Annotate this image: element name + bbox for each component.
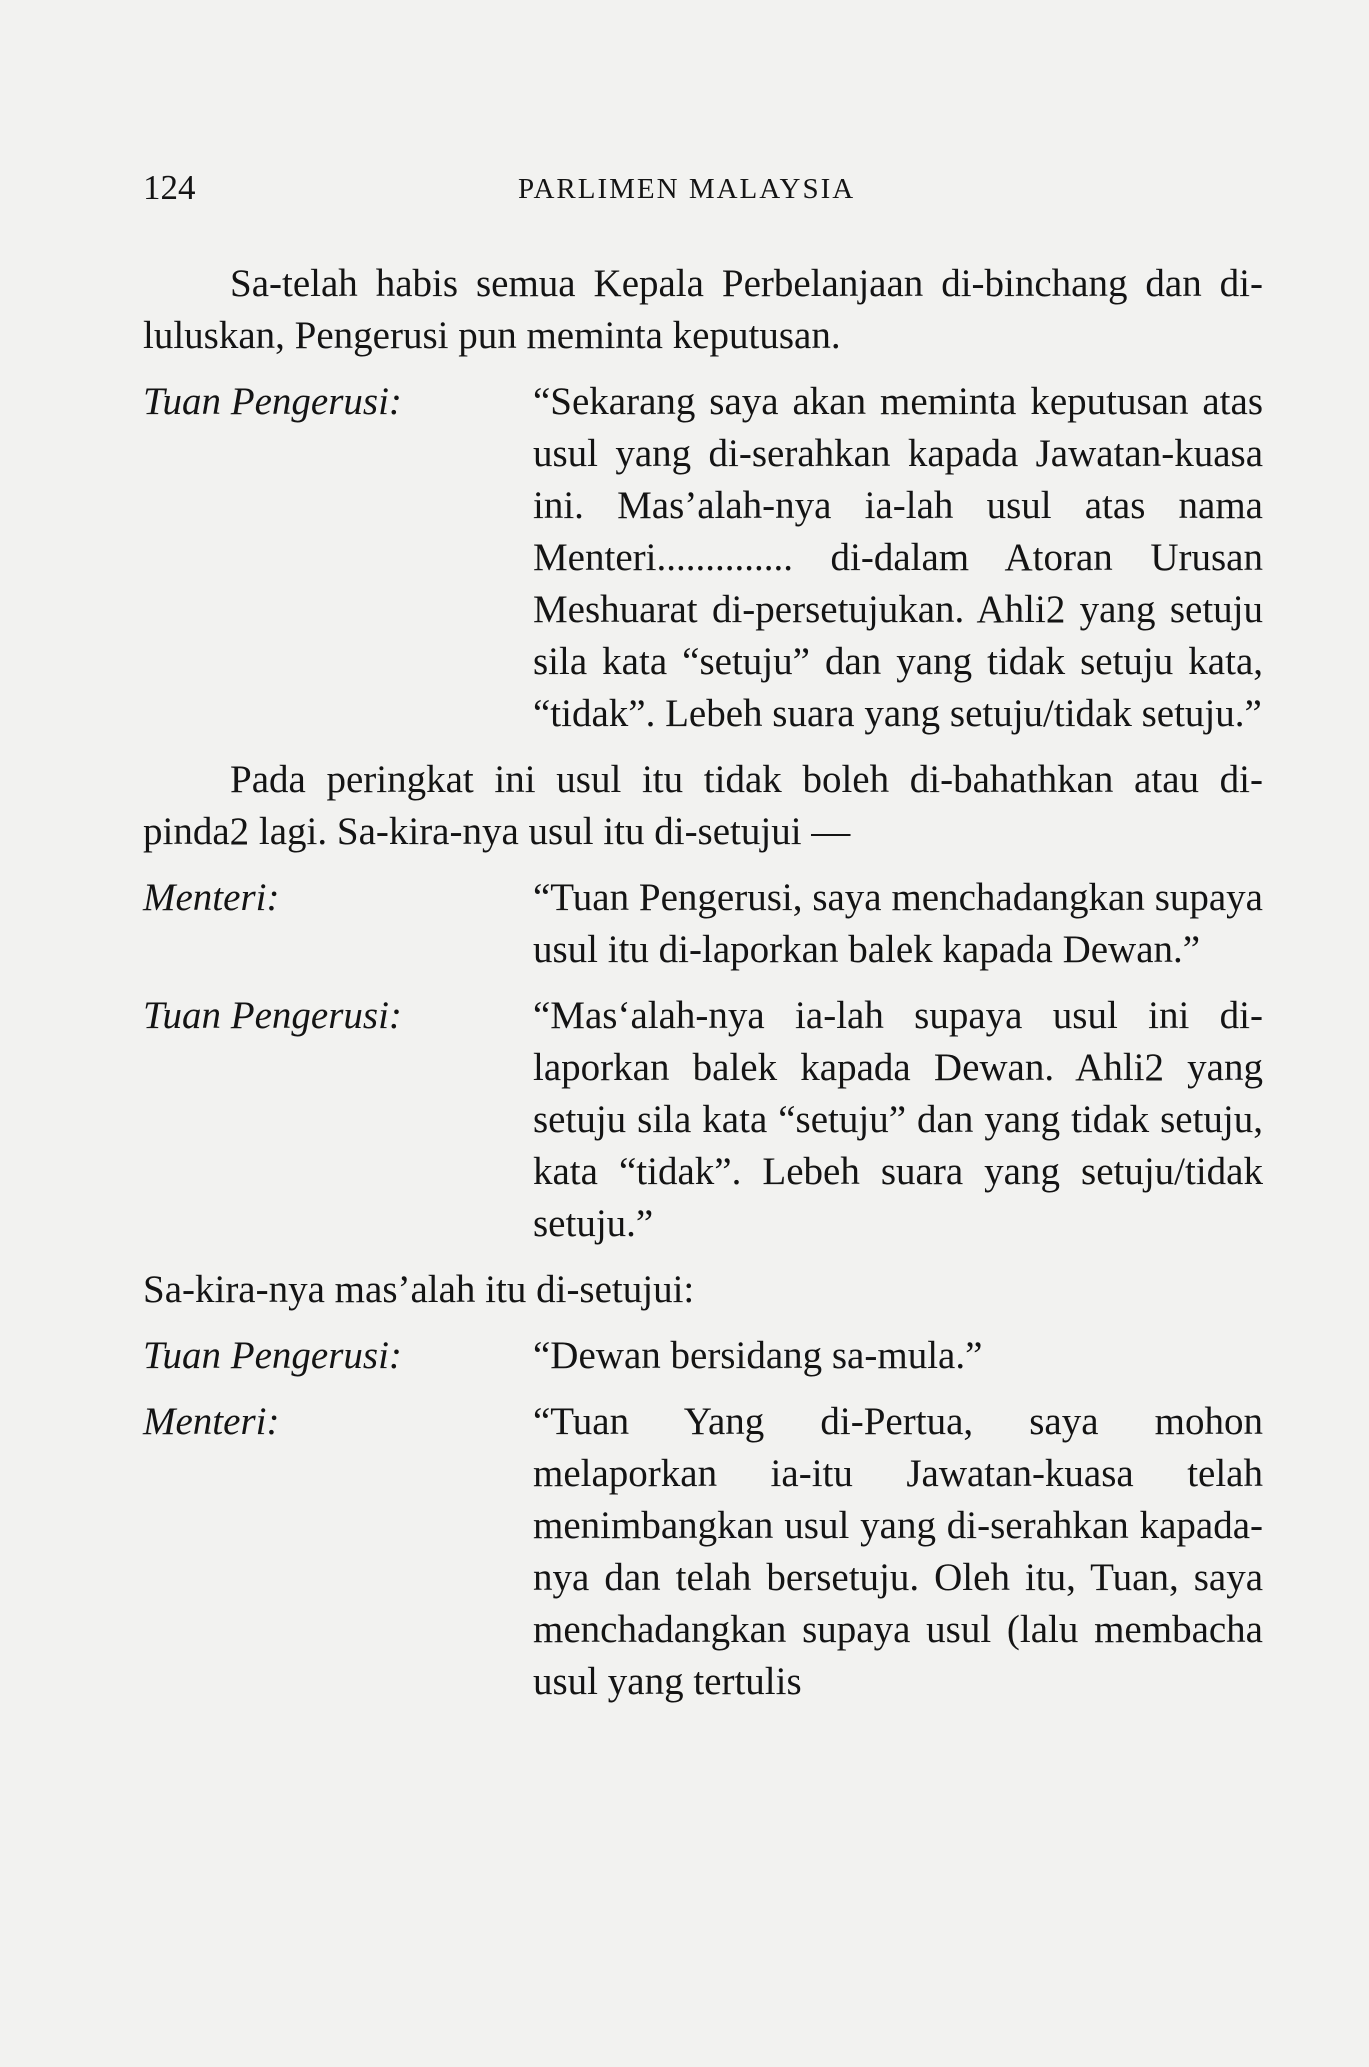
speaker-label: Menteri:: [143, 1400, 280, 1443]
speech-text: “Mas‘alah-nya ia-lah supaya usul ini di-laporkan balek kapada Dewan. Ahli2 yang setuju sila kata “setuju” dan yang tidak setuju, kata “tidak”. Lebeh suara yang setuju/tidak setuju.”: [533, 994, 1263, 1245]
speaker-label: Tuan Pengerusi:: [143, 994, 402, 1037]
page-header: [143, 168, 1263, 218]
speaker-label: Menteri:: [143, 876, 280, 919]
speech-block: [143, 872, 1263, 976]
speech-text: “Tuan Yang di-Pertua, saya mohon melaporkan ia-itu Jawatan-kuasa telah menimbangkan usul yang di-serahkan kapada-nya dan telah bersetuju. Oleh itu, Tuan, saya menchadangkan supaya usul (lalu membacha usul yang tertulis: [533, 1400, 1263, 1703]
speech-text: “Dewan bersidang sa-mula.”: [533, 1334, 983, 1377]
body-text: [143, 258, 1263, 1722]
speech-block: [143, 990, 1263, 1250]
speaker-label: Tuan Pengerusi:: [143, 380, 402, 423]
paragraph-agreed: Sa-kira-nya mas’alah itu di-setujui:: [143, 1268, 695, 1311]
speech-block: [143, 1330, 1263, 1382]
page-number: 124: [143, 168, 196, 207]
speech-block: [143, 376, 1263, 740]
paragraph-intro: Sa-telah habis semua Kepala Perbelanjaan di-binchang dan di-luluskan, Pengerusi pun meminta keputusan.: [143, 262, 1263, 357]
speaker-label: Tuan Pengerusi:: [143, 1334, 402, 1377]
paragraph-procedure: Pada peringkat ini usul itu tidak boleh di-bahathkan atau di-pinda2 lagi. Sa-kira-nya usul itu di-setujui —: [143, 758, 1263, 853]
speech-text: “Tuan Pengerusi, saya menchadangkan supaya usul itu di-laporkan balek kapada Dewan.”: [533, 876, 1263, 971]
speech-block: [143, 1396, 1263, 1708]
speech-text: “Sekarang saya akan meminta keputusan atas usul yang di-serahkan kapada Jawatan-kuasa ini. Mas’alah-nya ia-lah usul atas nama Menteri.............. di-dalam Atoran Urusan Meshuarat di-persetujukan. Ahli2 yang setuju sila kata “setuju” dan yang tidak setuju kata, “tidak”. Lebeh suara yang setuju/tidak setuju.”: [533, 380, 1263, 735]
running-title: PARLIMEN MALAYSIA: [518, 173, 856, 205]
